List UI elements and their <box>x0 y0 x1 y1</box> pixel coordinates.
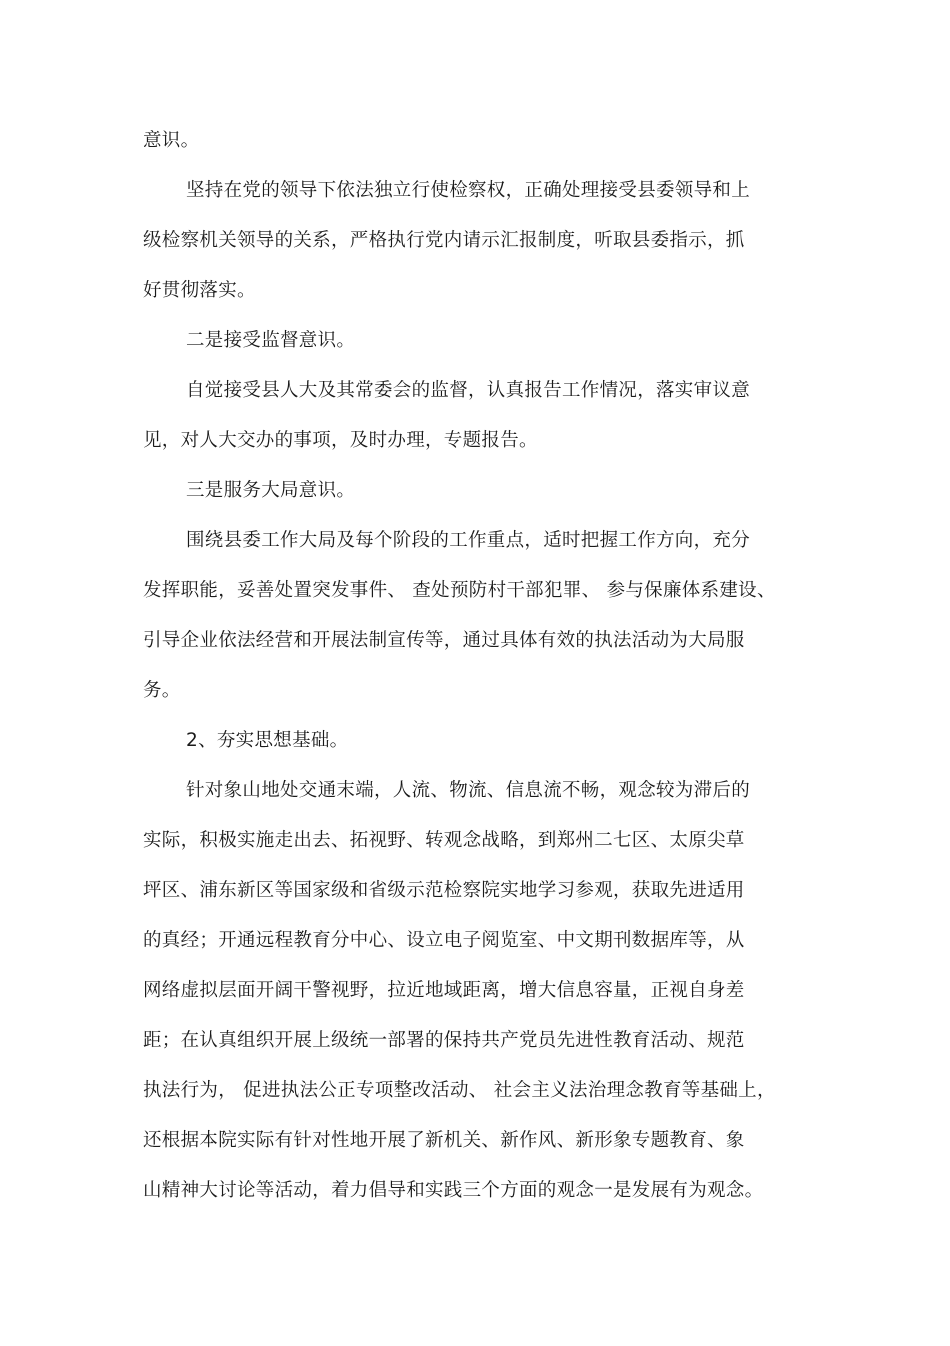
text-line: 务。 <box>143 680 181 701</box>
section-heading: 二是接受监督意识。 <box>186 330 356 351</box>
text-line: 网络虚拟层面开阔干警视野，拉近地域距离，增大信息容量，正视自身差 <box>143 980 745 1001</box>
text-line: 还根据本院实际有针对性地开展了新机关、新作风、新形象专题教育、象 <box>143 1130 745 1151</box>
text-line: 的真经；开通远程教育分中心、设立电子阅览室、中文期刊数据库等，从 <box>143 930 745 951</box>
text-line: 执法行为， 促进执法公正专项整改活动、 社会主义法治理念教育等基础上， <box>143 1080 776 1101</box>
text-line: 意识。 <box>143 130 200 151</box>
paragraph-start: 针对象山地处交通末端，人流、物流、信息流不畅，观念较为滞后的 <box>186 780 751 801</box>
text-line: 好贯彻落实。 <box>143 280 256 301</box>
text-line: 山精神大讨论等活动，着力倡导和实践三个方面的观念一是发展有为观念。 <box>143 1180 764 1201</box>
text-line: 坪区、浦东新区等国家级和省级示范检察院实地学习参观，获取先进适用 <box>143 880 745 901</box>
section-heading: 2、夯实思想基础。 <box>186 730 349 751</box>
paragraph-start: 自觉接受县人大及其常委会的监督，认真报告工作情况，落实审议意 <box>186 380 751 401</box>
text-line: 距；在认真组织开展上级统一部署的保持共产党员先进性教育活动、规范 <box>143 1030 745 1051</box>
text-line: 引导企业依法经营和开展法制宣传等，通过具体有效的执法活动为大局服 <box>143 630 745 651</box>
text-line: 级检察机关领导的关系，严格执行党内请示汇报制度，听取县委指示，抓 <box>143 230 745 251</box>
text-line: 实际，积极实施走出去、拓视野、转观念战略，到郑州二七区、太原尖草 <box>143 830 745 851</box>
section-heading: 三是服务大局意识。 <box>186 480 356 501</box>
text-line: 发挥职能，妥善处置突发事件、 查处预防村干部犯罪、 参与保廉体系建设、 <box>143 580 776 601</box>
paragraph-start: 坚持在党的领导下依法独立行使检察权，正确处理接受县委领导和上 <box>186 180 751 201</box>
text-line: 见，对人大交办的事项，及时办理，专题报告。 <box>143 430 538 451</box>
paragraph-start: 围绕县委工作大局及每个阶段的工作重点，适时把握工作方向，充分 <box>186 530 751 551</box>
